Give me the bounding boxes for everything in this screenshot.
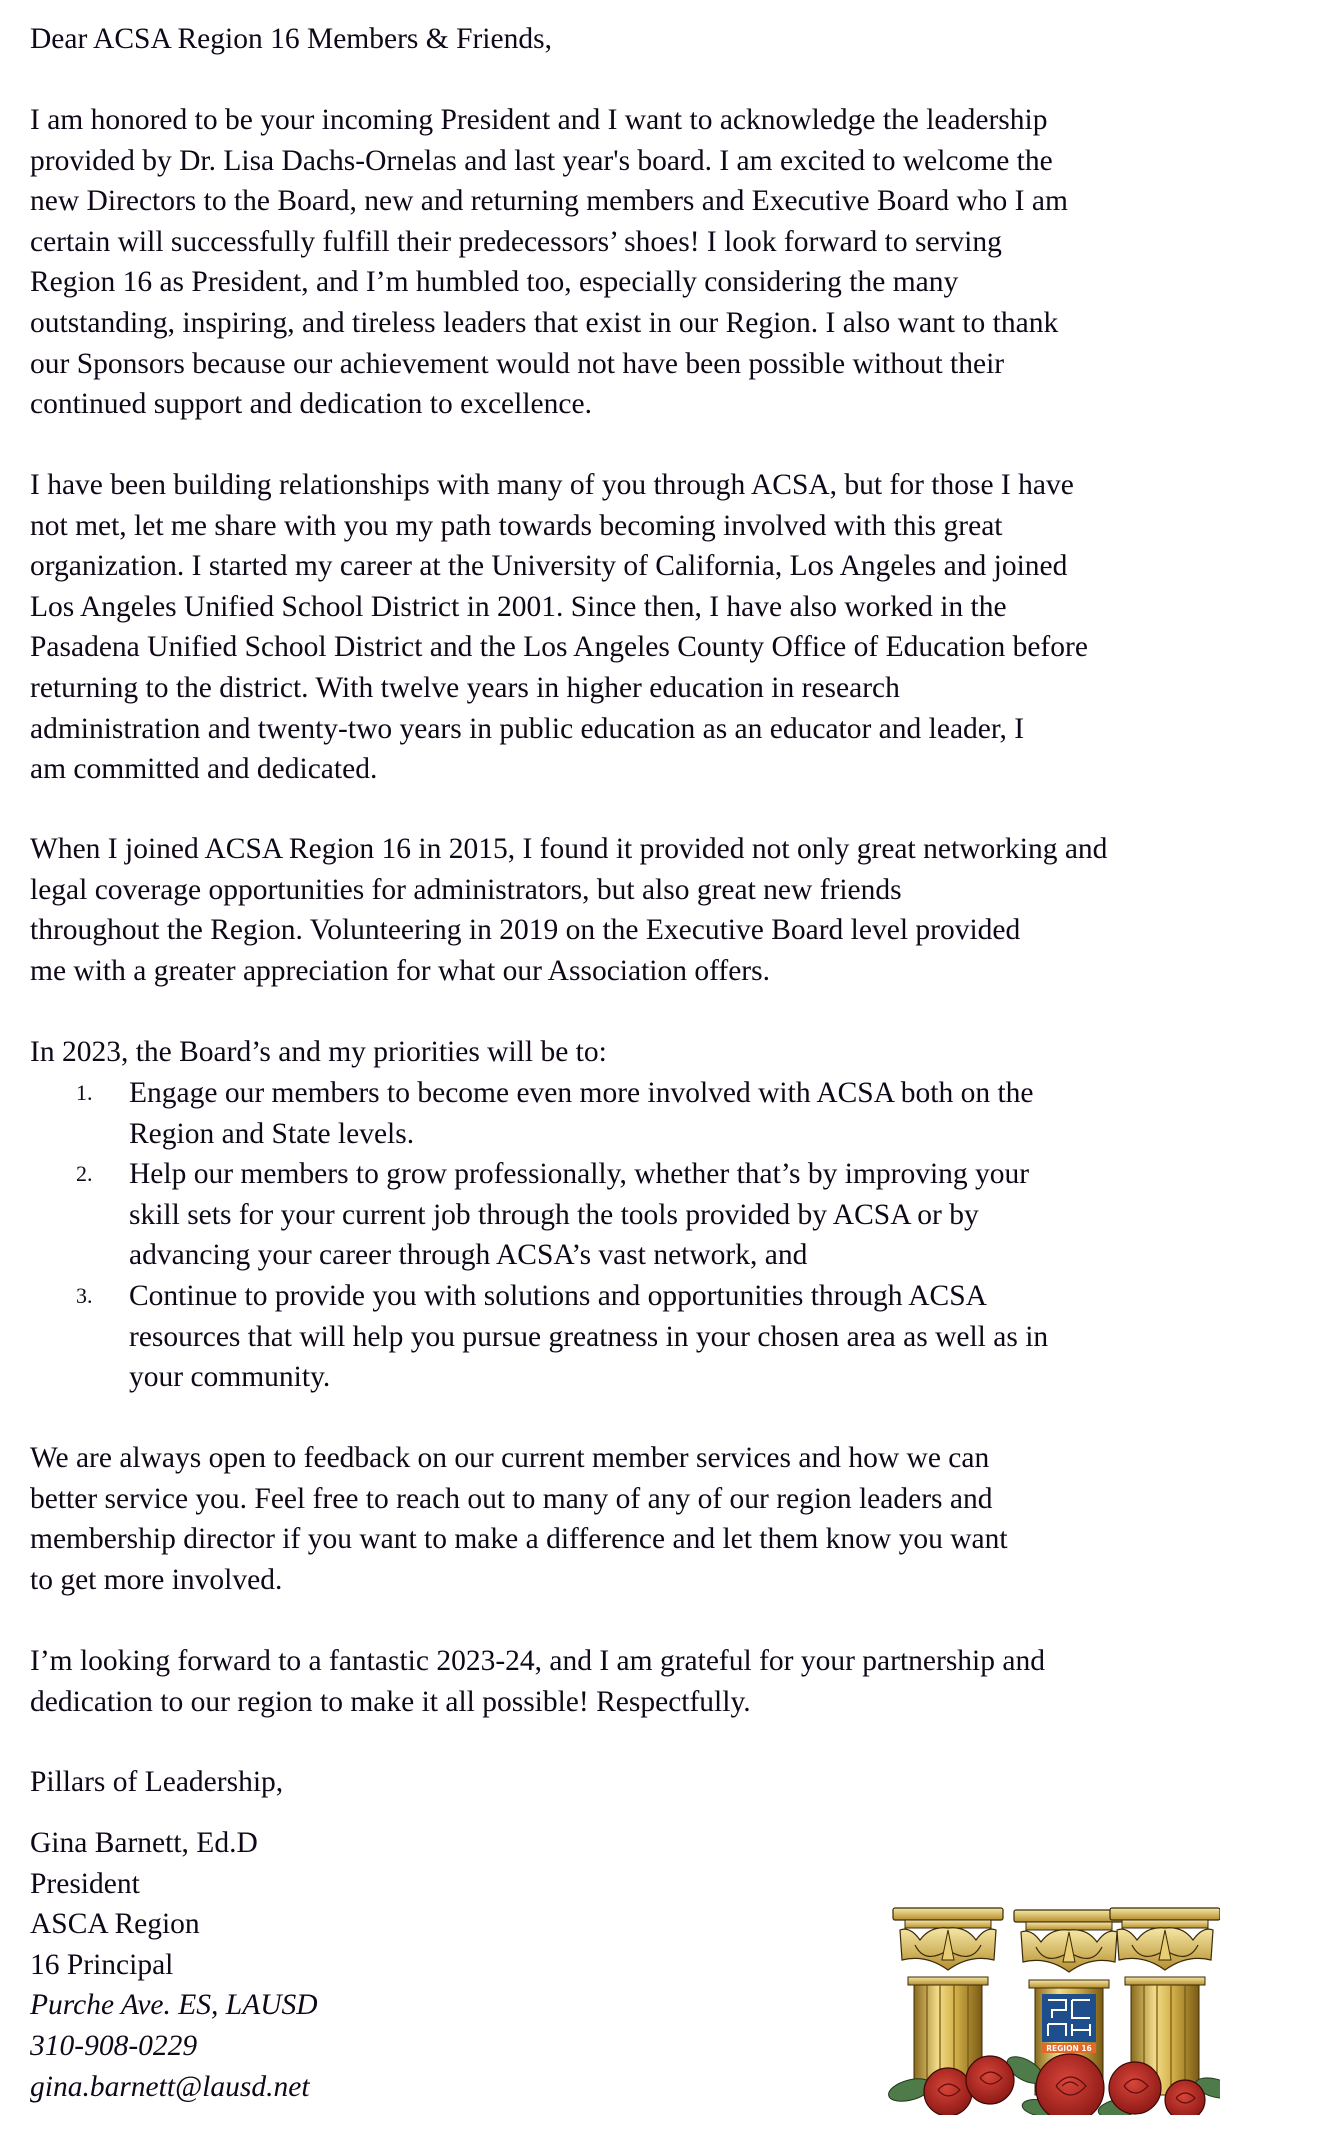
- pillars-roses-icon: [870, 1870, 1220, 2115]
- paragraph-4: [30, 1438, 1320, 1600]
- paragraph-3: [30, 829, 1320, 991]
- paragraph-line: administration and twenty-two years in public education as an educator and leader, I: [30, 712, 1025, 745]
- paragraph-line: returning to the district. With twelve years in higher education in research: [30, 671, 900, 704]
- paragraph-line: provided by Dr. Lisa Dachs-Ornelas and last year's board. I am excited to welcome the: [30, 144, 1053, 177]
- signer-phone: 310-908-0229: [30, 2029, 198, 2062]
- salutation-text: Dear ACSA Region 16 Members & Friends,: [30, 23, 552, 55]
- paragraph-line: I am honored to be your incoming President and I want to acknowledge the leadership: [30, 104, 1048, 136]
- signer-title: President: [30, 1867, 140, 1900]
- signer-school: Purche Ave. ES, LAUSD: [30, 1989, 318, 2022]
- salutation: [30, 19, 1320, 60]
- paragraph-line: Los Angeles Unified School District in 2001. Since then, I have also worked in the: [30, 590, 1007, 623]
- paragraph-5: [30, 1641, 1320, 1722]
- list-item-line: skill sets for your current job through the tools provided by ACSA or by: [129, 1198, 979, 1231]
- list-item-line: Region and State levels.: [129, 1117, 415, 1150]
- closing: [30, 1762, 1320, 1803]
- paragraph-line: me with a greater appreciation for what our Association offers.: [30, 954, 770, 987]
- paragraph-line: Pasadena Unified School District and the Los Angeles County Office of Education before: [30, 631, 1088, 664]
- paragraph-line: organization. I started my career at the University of California, Los Angeles and joined: [30, 550, 1068, 583]
- list-item-line: Continue to provide you with solutions and opportunities through ACSA: [129, 1279, 987, 1312]
- list-item-line: your community.: [129, 1361, 331, 1394]
- list-number: 3.: [76, 1282, 93, 1308]
- paragraph-line: new Directors to the Board, new and returning members and Executive Board who I am: [30, 185, 1068, 218]
- paragraph-line: legal coverage opportunities for administrators, but also great new friends: [30, 873, 902, 906]
- paragraph-line: outstanding, inspiring, and tireless leaders that exist in our Region. I also want to thank: [30, 306, 1059, 339]
- priorities-intro: [30, 1032, 1320, 1073]
- list-number: 2.: [76, 1161, 93, 1187]
- closing-text: Pillars of Leadership,: [30, 1766, 284, 1798]
- paragraph-line: better service you. Feel free to reach out to many of any of our region leaders and: [30, 1482, 993, 1515]
- paragraph-line: continued support and dedication to excellence.: [30, 388, 592, 421]
- signer-name: Gina Barnett, Ed.D: [30, 1827, 258, 1859]
- list-number: 1.: [76, 1080, 93, 1105]
- signer-email[interactable]: gina.barnett@lausd.net: [30, 2070, 310, 2103]
- paragraph-line: am committed and dedicated.: [30, 753, 378, 786]
- list-item-line: resources that will help you pursue greatness in your chosen area as well as in: [129, 1320, 1049, 1353]
- pillars-of-leadership-logo: [870, 1870, 1220, 2115]
- paragraph-line: not met, let me share with you my path towards becoming involved with this great: [30, 509, 1003, 542]
- paragraph-line: certain will successfully fulfill their predecessors’ shoes! I look forward to serving: [30, 225, 1002, 258]
- signer-org-line-1: ASCA Region: [30, 1908, 200, 1941]
- signer-org-line-2: 16 Principal: [30, 1948, 174, 1981]
- list-item-line: Help our members to grow professionally, whether that’s by improving your: [129, 1158, 1030, 1191]
- priorities-list: [0, 1073, 1330, 1398]
- paragraph-line: Region 16 as President, and I’m humbled too, especially considering the many: [30, 266, 959, 299]
- paragraph-line: When I joined ACSA Region 16 in 2015, I found it provided not only great networking and: [30, 833, 1108, 865]
- priority-item-2: [0, 1154, 1330, 1276]
- priority-item-1: [0, 1073, 1330, 1154]
- svg-text:REGION 16: REGION 16: [1046, 2044, 1092, 2053]
- list-item-line: Engage our members to become even more involved with ACSA both on the: [129, 1077, 1034, 1109]
- paragraph-line: to get more involved.: [30, 1563, 283, 1596]
- paragraph-line: We are always open to feedback on our current member services and how we can: [30, 1442, 990, 1474]
- paragraph-line: our Sponsors because our achievement would not have been possible without their: [30, 347, 1005, 380]
- paragraph-line: I have been building relationships with many of you through ACSA, but for those I have: [30, 469, 1074, 501]
- priority-item-3: [0, 1276, 1330, 1398]
- paragraph-line: dedication to our region to make it all possible! Respectfully.: [30, 1685, 751, 1718]
- paragraph-1: [30, 100, 1320, 425]
- paragraph-line: throughout the Region. Volunteering in 2019 on the Executive Board level provided: [30, 914, 1021, 947]
- paragraph-line: membership director if you want to make a difference and let them know you want: [30, 1523, 1008, 1556]
- paragraph-line: I’m looking forward to a fantastic 2023-24, and I am grateful for your partnership and: [30, 1645, 1045, 1677]
- priorities-intro-text: In 2023, the Board’s and my priorities will be to:: [30, 1036, 607, 1068]
- paragraph-2: [30, 465, 1320, 790]
- list-item-line: advancing your career through ACSA’s vast network, and: [129, 1239, 808, 1272]
